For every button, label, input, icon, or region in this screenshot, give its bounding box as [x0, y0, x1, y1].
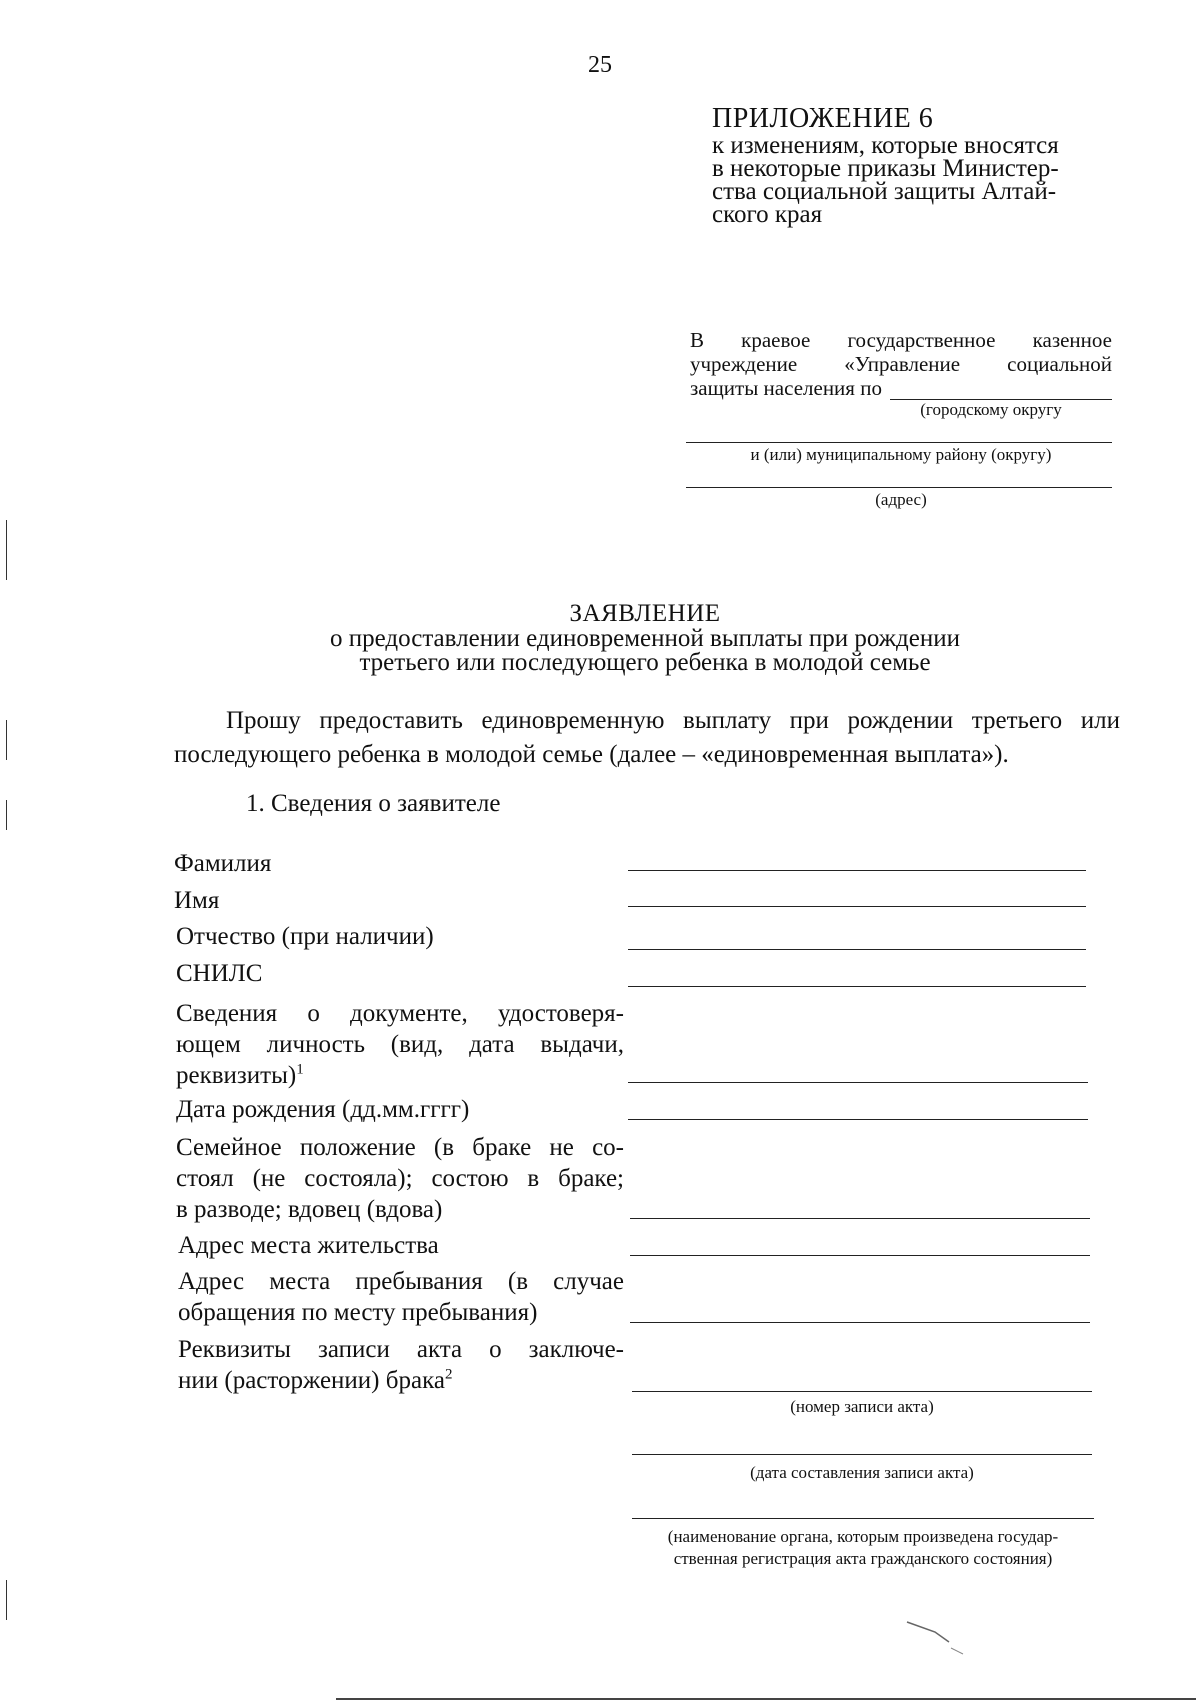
label-name: Имя: [174, 887, 220, 914]
label-line: обращения по месту пребывания): [178, 1299, 538, 1326]
pen-mark: [905, 1618, 975, 1658]
label-line: Семейное положение (в браке не со-: [176, 1134, 624, 1161]
section-1-title: 1. Сведения о заявителе: [246, 790, 501, 817]
caption-line: ственная регистрация акта гражданского состояния): [673, 1549, 1053, 1568]
residence-input-line[interactable]: [630, 1255, 1090, 1256]
appendix-title: ПРИЛОЖЕНИЕ 6: [712, 103, 934, 134]
label-surname: Фамилия: [174, 850, 272, 877]
address-input-line[interactable]: [686, 467, 1112, 488]
appendix-line: в некоторые приказы Министер-: [712, 155, 1059, 182]
patronymic-input-line[interactable]: [628, 949, 1086, 950]
label-line: нии (расторжении) брака: [178, 1367, 445, 1394]
marital-status-input-line[interactable]: [630, 1218, 1090, 1219]
label-line: реквизиты): [176, 1062, 297, 1089]
stay-address-input-line[interactable]: [630, 1322, 1090, 1323]
label-marriage-act: [178, 1334, 624, 1396]
caption-district: (городскому округу: [920, 400, 1062, 419]
scan-edge-mark: [6, 520, 7, 580]
label-marital-status: [176, 1132, 624, 1225]
caption-act-number: (номер записи акта): [790, 1397, 934, 1416]
scan-edge-mark: [6, 720, 7, 760]
statement-subtitle: третьего или последующего ребенка в молодой семье: [359, 649, 931, 676]
caption-authority: [632, 1526, 1094, 1570]
label-line: Сведения о документе, удостоверя-: [176, 1000, 624, 1027]
label-stay-address: [178, 1266, 624, 1328]
footnote-ref: 2: [444, 1366, 453, 1383]
label-line: Реквизиты записи акта о заключе-: [178, 1336, 624, 1363]
district-input-line[interactable]: [890, 377, 1112, 400]
snils-input-line[interactable]: [628, 986, 1086, 987]
page-number: 25: [588, 52, 612, 78]
addressee-line: учреждение «Управление социальной: [690, 352, 1112, 376]
label-patronymic: Отчество (при наличии): [176, 923, 434, 950]
appendix-line: ства социальной защиты Алтай-: [712, 178, 1057, 205]
label-residence: Адрес места жительства: [178, 1232, 439, 1259]
name-input-line[interactable]: [628, 906, 1086, 907]
label-snils: СНИЛС: [176, 960, 263, 987]
request-paragraph: [174, 704, 1120, 772]
statement-subtitle: о предоставлении единовременной выплаты при рождении: [329, 625, 961, 652]
act-date-input-line[interactable]: [632, 1454, 1092, 1455]
scan-edge-mark: [6, 1580, 7, 1620]
caption-address: (адрес): [875, 490, 927, 509]
label-line: Адрес места пребывания (в случае: [178, 1268, 624, 1295]
appendix-line: ского края: [712, 201, 823, 228]
municipal-input-line[interactable]: [686, 420, 1112, 443]
id-document-input-line[interactable]: [628, 1082, 1088, 1083]
appendix-block: [712, 104, 1120, 226]
birth-date-input-line[interactable]: [628, 1119, 1088, 1120]
act-number-input-line[interactable]: [632, 1391, 1092, 1392]
statement-title: ЗАЯВЛЕНИЕ: [569, 600, 721, 627]
caption-municipal: и (или) муниципальному району (округу): [750, 445, 1052, 464]
appendix-line: к изменениям, которые вносятся: [712, 132, 1059, 159]
addressee-line: В краевое государственное казенное: [690, 328, 1112, 352]
footnote-ref: 1: [296, 1061, 304, 1078]
label-line: в разводе; вдовец (вдова): [176, 1196, 443, 1223]
request-line: последующего ребенка в молодой семье (далее – «единовременная выплата»).: [174, 741, 1009, 768]
page-bottom-edge: [336, 1698, 1196, 1700]
surname-input-line[interactable]: [628, 870, 1086, 871]
label-birth-date: Дата рождения (дд.мм.гггг): [176, 1096, 470, 1123]
addressee-block: [690, 328, 1112, 512]
label-line: стоял (не состояла); состою в браке;: [176, 1165, 624, 1192]
caption-act-date: (дата составления записи акта): [750, 1463, 974, 1482]
statement-heading: [0, 600, 1200, 675]
scan-edge-mark: [6, 800, 7, 830]
caption-line: (наименование органа, которым произведена государ-: [667, 1527, 1059, 1546]
addressee-line: защиты населения по: [690, 376, 882, 400]
label-id-document: [176, 998, 624, 1091]
request-line: Прошу предоставить единовременную выплату при рождении третьего или: [226, 707, 1120, 734]
label-line: ющем личность (вид, дата выдачи,: [176, 1031, 624, 1058]
authority-input-line[interactable]: [632, 1518, 1094, 1519]
